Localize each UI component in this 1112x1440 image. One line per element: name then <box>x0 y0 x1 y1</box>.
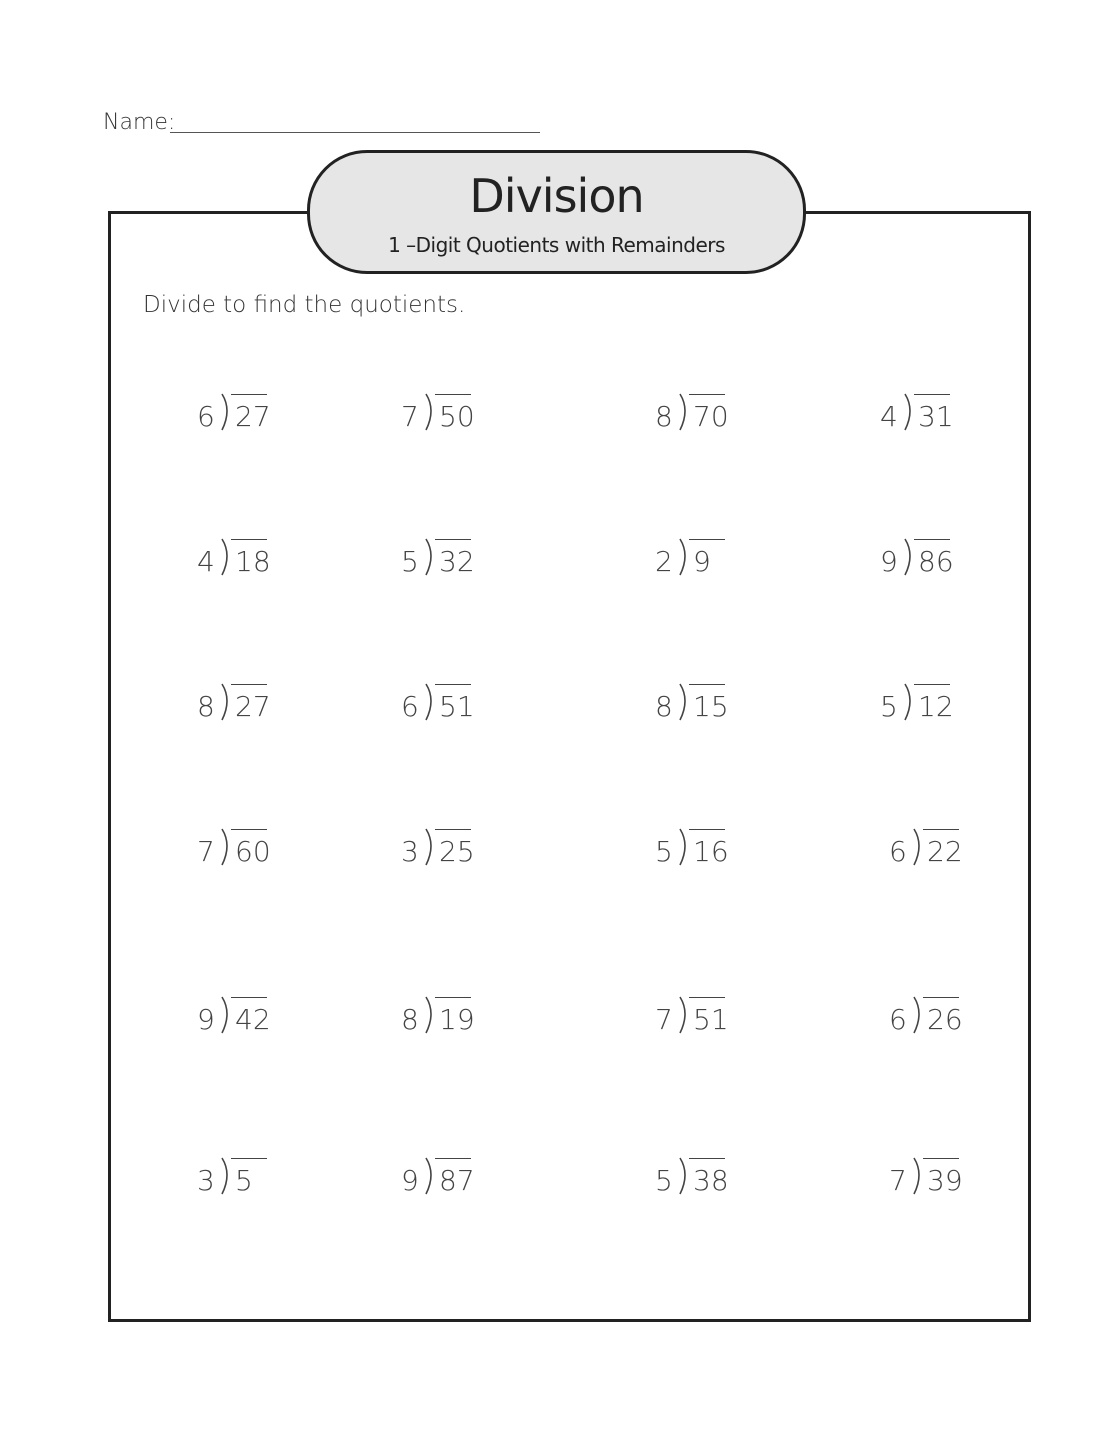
divisor: 9 <box>197 1003 215 1036</box>
division-bracket-icon <box>902 392 916 432</box>
division-bracket-icon <box>219 537 233 577</box>
division-bracket-icon <box>677 537 691 577</box>
dividend: 9 <box>693 545 711 578</box>
division-bracket-icon <box>902 537 916 577</box>
division-bracket-icon <box>677 682 691 722</box>
dividend: 27 <box>235 400 271 433</box>
divisor: 2 <box>655 545 673 578</box>
division-bar <box>689 684 725 685</box>
division-bar <box>435 997 471 998</box>
division-bracket-icon <box>902 682 916 722</box>
division-bar <box>231 539 267 540</box>
dividend: 27 <box>235 690 271 723</box>
dividend: 39 <box>927 1164 963 1197</box>
divisor: 3 <box>197 1164 215 1197</box>
division-bracket-icon <box>677 1156 691 1196</box>
division-bar <box>914 539 950 540</box>
worksheet-frame <box>108 211 1031 1322</box>
division-bar <box>923 1158 959 1159</box>
division-bracket-icon <box>423 995 437 1035</box>
division-bracket-icon <box>219 1156 233 1196</box>
divisor: 3 <box>401 835 419 868</box>
division-bar <box>689 539 725 540</box>
dividend: 5 <box>235 1164 253 1197</box>
division-bracket-icon <box>677 392 691 432</box>
divisor: 6 <box>401 690 419 723</box>
division-bracket-icon <box>423 537 437 577</box>
divisor: 6 <box>889 835 907 868</box>
division-bracket-icon <box>911 1156 925 1196</box>
dividend: 86 <box>918 545 954 578</box>
dividend: 18 <box>235 545 271 578</box>
dividend: 38 <box>693 1164 729 1197</box>
division-bar <box>923 997 959 998</box>
divisor: 6 <box>889 1003 907 1036</box>
divisor: 5 <box>655 835 673 868</box>
division-bracket-icon <box>677 827 691 867</box>
division-bracket-icon <box>423 392 437 432</box>
dividend: 31 <box>918 400 954 433</box>
division-bar <box>231 1158 267 1159</box>
dividend: 51 <box>693 1003 729 1036</box>
division-bar <box>231 997 267 998</box>
divisor: 7 <box>197 835 215 868</box>
divisor: 7 <box>401 400 419 433</box>
name-field[interactable] <box>170 132 540 133</box>
division-bar <box>914 394 950 395</box>
dividend: 22 <box>927 835 963 868</box>
division-bar <box>689 394 725 395</box>
worksheet-subtitle: 1 –Digit Quotients with Remainders <box>388 233 725 257</box>
divisor: 7 <box>889 1164 907 1197</box>
division-bar <box>914 684 950 685</box>
division-bracket-icon <box>911 827 925 867</box>
division-bracket-icon <box>423 682 437 722</box>
dividend: 12 <box>918 690 954 723</box>
dividend: 15 <box>693 690 729 723</box>
division-bracket-icon <box>219 995 233 1035</box>
division-bracket-icon <box>911 995 925 1035</box>
divisor: 4 <box>880 400 898 433</box>
dividend: 16 <box>693 835 729 868</box>
division-bracket-icon <box>219 827 233 867</box>
divisor: 6 <box>197 400 215 433</box>
divisor: 7 <box>655 1003 673 1036</box>
division-bracket-icon <box>423 827 437 867</box>
divisor: 5 <box>655 1164 673 1197</box>
divisor: 9 <box>880 545 898 578</box>
division-bar <box>689 829 725 830</box>
divisor: 9 <box>401 1164 419 1197</box>
dividend: 87 <box>439 1164 475 1197</box>
divisor: 8 <box>655 400 673 433</box>
division-bar <box>923 829 959 830</box>
dividend: 26 <box>927 1003 963 1036</box>
dividend: 51 <box>439 690 475 723</box>
divisor: 8 <box>197 690 215 723</box>
division-bracket-icon <box>677 995 691 1035</box>
dividend: 42 <box>235 1003 271 1036</box>
divisor: 5 <box>401 545 419 578</box>
division-bar <box>231 829 267 830</box>
division-bar <box>435 829 471 830</box>
worksheet-title: Division <box>469 169 644 223</box>
division-bar <box>231 394 267 395</box>
division-bar <box>435 539 471 540</box>
division-bar <box>231 684 267 685</box>
division-bar <box>435 684 471 685</box>
dividend: 32 <box>439 545 475 578</box>
division-bar <box>435 394 471 395</box>
division-bar <box>689 1158 725 1159</box>
dividend: 50 <box>439 400 475 433</box>
divisor: 4 <box>197 545 215 578</box>
dividend: 70 <box>693 400 729 433</box>
dividend: 60 <box>235 835 271 868</box>
divisor: 8 <box>655 690 673 723</box>
division-bracket-icon <box>423 1156 437 1196</box>
dividend: 19 <box>439 1003 475 1036</box>
dividend: 25 <box>439 835 475 868</box>
division-bar <box>689 997 725 998</box>
division-bar <box>435 1158 471 1159</box>
name-label: Name: <box>103 110 176 135</box>
division-bracket-icon <box>219 682 233 722</box>
title-banner <box>307 150 806 274</box>
divisor: 8 <box>401 1003 419 1036</box>
instructions: Divide to find the quotients. <box>143 292 466 318</box>
division-bracket-icon <box>219 392 233 432</box>
divisor: 5 <box>880 690 898 723</box>
